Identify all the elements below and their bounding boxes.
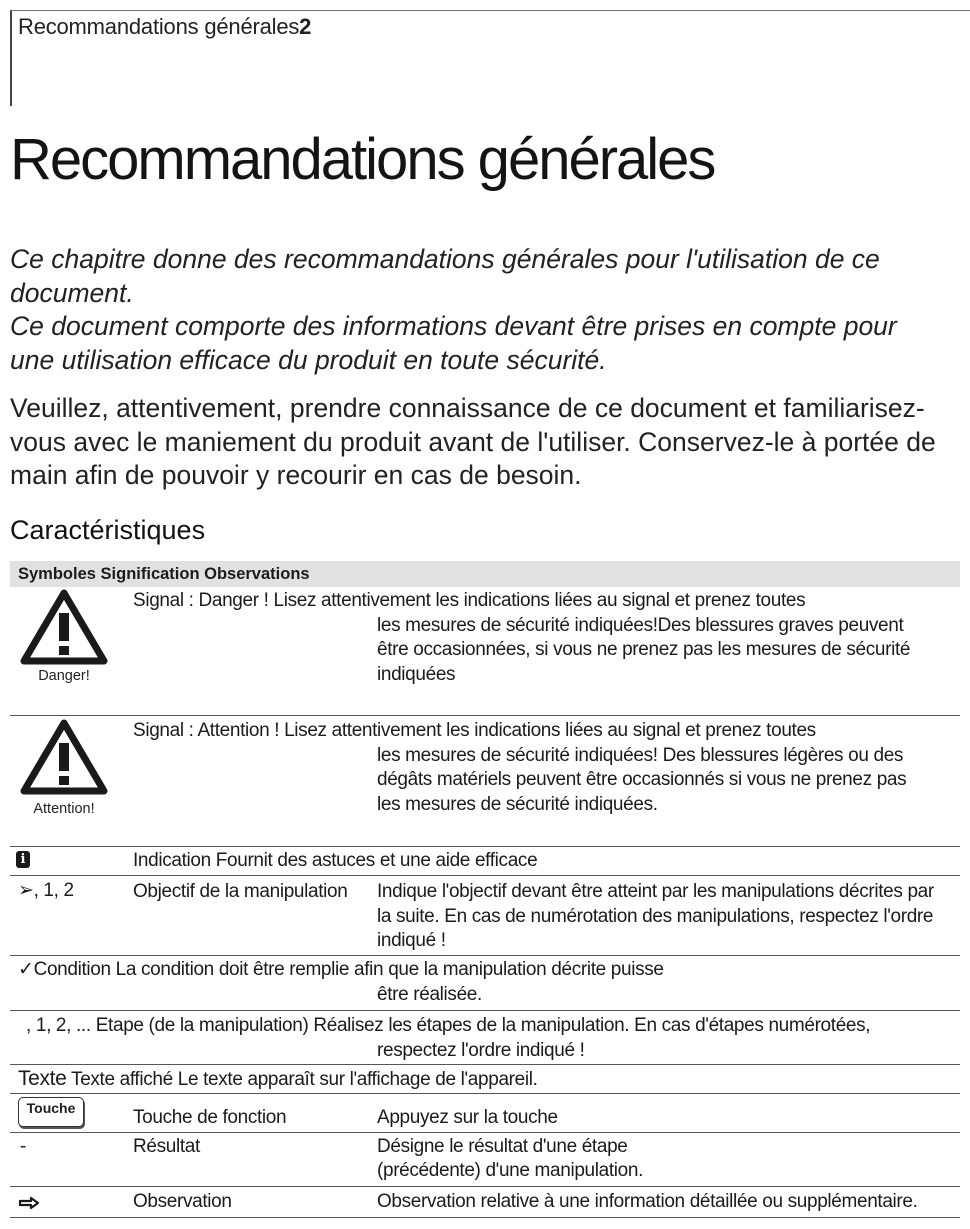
row-divider (10, 955, 960, 956)
running-header-title: Recommandations générales (18, 14, 300, 39)
row-divider (10, 1064, 960, 1065)
attention-icon-label: Attention! (33, 801, 95, 817)
body-line: vous avec le maniement du produit avant de l'utiliser. Conservez-le à portée de (10, 426, 936, 457)
condition-text-cont: être réalisée. (377, 984, 482, 1005)
danger-signal-text: Signal : Danger ! Lisez attentivement les indications liées au signal et prenez toutes (133, 590, 806, 611)
observation-meaning: Observation (133, 1191, 232, 1212)
observation-obs: Observation relative à une information détaillée ou supplémentaire. (377, 1191, 918, 1212)
objectif-symbol: ➢, 1, 2 (18, 880, 74, 901)
attention-warning-icon (20, 718, 108, 796)
objectif-obs-line: Indique l'objectif devant être atteint par les manipulations décrites par (377, 881, 934, 902)
condition-text: ✓Condition La condition doit être remplie afin que la manipulation décrite puisse (18, 959, 664, 980)
resultat-obs-line: Désigne le résultat d'une étape (377, 1136, 628, 1157)
etape-text: , 1, 2, ... Etape (de la manipulation) Réalisez les étapes de la manipulation. En cas d'étapes numérotées, (26, 1015, 871, 1036)
row-divider (10, 846, 960, 847)
intro-paragraph (10, 243, 960, 377)
body-line: main afin de pouvoir y recourir en cas de besoin. (10, 460, 582, 490)
texte-symbol: Texte (18, 1067, 67, 1090)
section-title: Caractéristiques (10, 515, 206, 545)
observation-hand-icon (18, 1196, 40, 1210)
objectif-meaning: Objectif de la manipulation (133, 881, 348, 902)
info-icon: i (16, 851, 30, 868)
body-line: Veuillez, attentivement, prendre connaissance de ce document et familiarisez- (10, 393, 925, 423)
objectif-obs-line: indiqué ! (377, 930, 446, 951)
page-title: Recommandations générales (10, 127, 715, 192)
resultat-obs-line: (précédente) d'une manipulation. (377, 1160, 643, 1181)
intro-line: document. (10, 277, 134, 308)
chapter-number: 2 (299, 14, 312, 39)
attention-signal-text: Signal : Attention ! Lisez attentivement les indications liées au signal et prenez toutes (133, 720, 816, 741)
touche-meaning: Touche de fonction (133, 1107, 287, 1128)
body-paragraph (10, 392, 965, 493)
danger-obs-line: être occasionnées, si vous ne prenez pas les mesures de sécurité (377, 639, 911, 660)
resultat-symbol: - (20, 1136, 26, 1157)
danger-obs-line: les mesures de sécurité indiquées!Des blessures graves peuvent (377, 615, 904, 636)
row-divider (10, 1093, 960, 1094)
row-divider (10, 1186, 960, 1187)
texte-description: Texte affiché Le texte apparaît sur l'affichage de l'appareil. (66, 1069, 538, 1090)
row-divider (10, 715, 960, 716)
indication-text: Indication Fournit des astuces et une aide efficace (133, 850, 538, 871)
attention-obs-line: les mesures de sécurité indiquées! Des blessures légères ou des (377, 745, 904, 766)
objectif-obs-line: la suite. En cas de numérotation des manipulations, respectez l'ordre (377, 906, 934, 927)
danger-icon-label: Danger! (38, 668, 90, 684)
texte-row (18, 1067, 538, 1093)
function-key-icon: Touche (18, 1097, 84, 1127)
table-bottom-rule (10, 1217, 960, 1218)
row-divider (10, 875, 960, 876)
etape-text-cont: respectez l'ordre indiqué ! (377, 1040, 585, 1061)
attention-obs-line: les mesures de sécurité indiquées. (377, 794, 658, 815)
row-divider (10, 1010, 960, 1011)
intro-line: une utilisation efficace du produit en toute sécurité. (10, 344, 607, 375)
danger-obs-line: indiquées (377, 664, 456, 685)
touche-obs: Appuyez sur la touche (377, 1107, 558, 1128)
running-header (18, 14, 311, 40)
danger-warning-icon (20, 588, 108, 666)
resultat-meaning: Résultat (133, 1136, 200, 1157)
attention-obs-line: dégâts matériels peuvent être occasionnés si vous ne prenez pas (377, 769, 907, 790)
table-header: Symboles Signification Observations (10, 561, 960, 587)
row-divider (10, 1132, 960, 1133)
intro-line: Ce chapitre donne des recommandations générales pour l'utilisation de ce (10, 244, 880, 274)
intro-line: Ce document comporte des informations devant être prises en compte pour (10, 311, 897, 341)
